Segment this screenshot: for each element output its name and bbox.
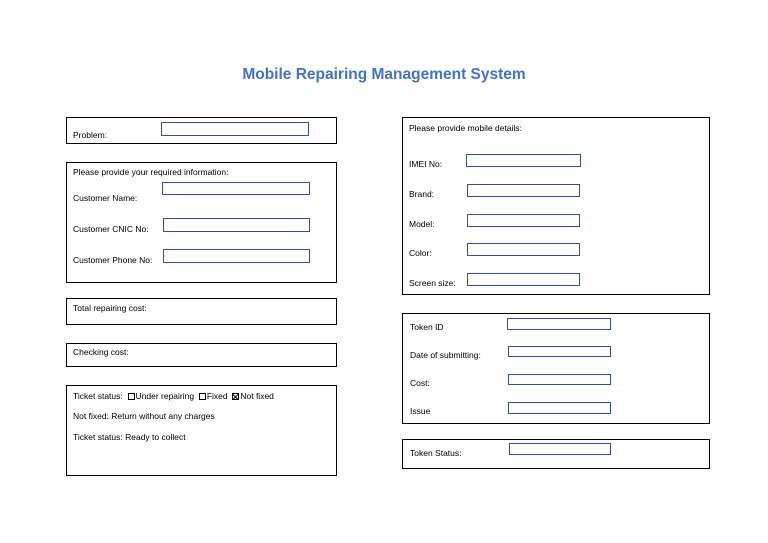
date-of-submitting-input[interactable] <box>508 346 611 357</box>
color-input[interactable] <box>467 243 580 256</box>
problem-input[interactable] <box>161 122 309 136</box>
screen-size-input[interactable] <box>467 273 580 286</box>
ticket-status-label: Ticket status: <box>73 391 123 401</box>
model-input[interactable] <box>467 214 580 227</box>
fixed-label: Fixed <box>206 391 228 401</box>
checking-cost-label: Checking cost: <box>73 347 129 357</box>
brand-input[interactable] <box>467 184 580 197</box>
problem-label: Problem: <box>73 130 108 140</box>
mobile-details-section <box>402 117 710 295</box>
ticket-status-section <box>66 385 337 476</box>
customer-name-input[interactable] <box>162 182 310 195</box>
imei-input[interactable] <box>466 154 581 167</box>
customer-info-section <box>66 162 337 283</box>
issue-input[interactable] <box>508 402 611 414</box>
token-status-section <box>402 439 710 469</box>
page-title: Mobile Repairing Management System <box>242 66 526 83</box>
ticket-status-row <box>73 391 274 401</box>
imei-label: IMEI No: <box>409 159 443 169</box>
customer-cnic-label: Customer CNIC No: <box>73 224 149 234</box>
token-cost-label: Cost: <box>410 378 430 388</box>
token-status-input[interactable] <box>509 443 611 455</box>
ready-to-collect-note: Ticket status: Ready to collect <box>73 432 186 442</box>
token-status-label: Token Status: <box>410 448 462 458</box>
total-repairing-cost-section <box>66 298 337 325</box>
token-details-section <box>402 313 710 424</box>
token-cost-input[interactable] <box>508 374 611 385</box>
under-repairing-checkbox[interactable] <box>128 393 135 400</box>
screen-size-label: Screen size: <box>409 278 456 288</box>
under-repairing-label: Under repairing <box>135 391 195 401</box>
problem-section <box>66 117 337 144</box>
customer-phone-input[interactable] <box>163 249 310 263</box>
token-id-input[interactable] <box>507 318 611 330</box>
date-of-submitting-label: Date of submitting: <box>410 350 481 360</box>
model-label: Model: <box>409 219 435 229</box>
not-fixed-note: Not fixed: Return without any charges <box>73 411 215 421</box>
not-fixed-checkbox[interactable] <box>232 393 239 400</box>
customer-phone-label: Customer Phone No: <box>73 255 153 265</box>
token-id-label: Token ID <box>410 322 444 332</box>
customer-info-heading: Please provide your required information: <box>73 167 229 177</box>
customer-cnic-input[interactable] <box>163 218 310 232</box>
checking-cost-section <box>66 343 337 367</box>
brand-label: Brand: <box>409 189 435 199</box>
not-fixed-label: Not fixed <box>240 391 274 401</box>
customer-name-label: Customer Name: <box>73 193 138 203</box>
issue-label: Issue <box>410 406 431 416</box>
fixed-checkbox[interactable] <box>199 393 206 400</box>
total-repairing-cost-label: Total repairing cost: <box>73 303 147 313</box>
color-label: Color: <box>409 248 432 258</box>
mobile-details-heading: Please provide mobile details: <box>409 123 522 133</box>
